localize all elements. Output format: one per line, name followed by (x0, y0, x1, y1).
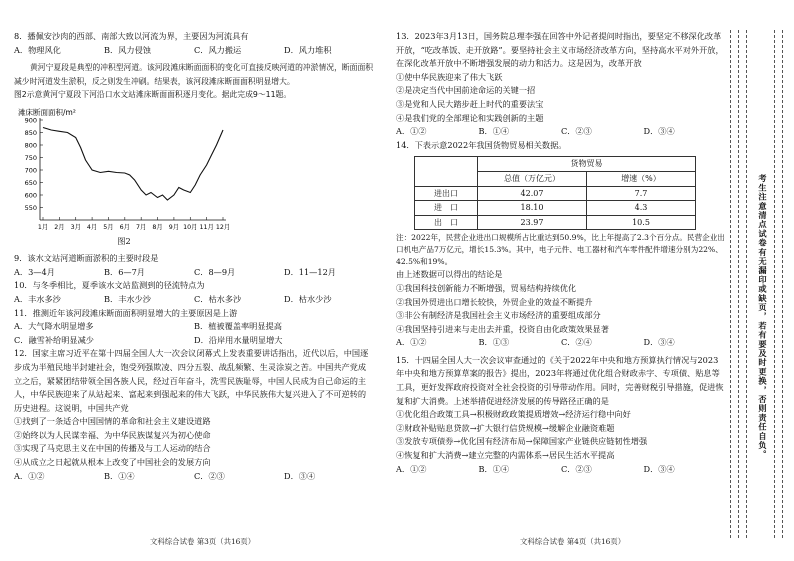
x-tick-label: 9月 (168, 223, 180, 231)
table-group-header: 货物贸易 (478, 157, 696, 172)
q8-option-d: D．风力堆积 (284, 44, 332, 55)
q8-option-a: A．物理风化 (14, 44, 61, 55)
table-cell: 出 口 (415, 215, 478, 230)
table-col-header: 总值（万亿元） (478, 171, 587, 186)
q10-options (14, 293, 374, 307)
x-tick-label: 7月 (136, 223, 147, 231)
table-cell: 进出口 (415, 186, 478, 201)
q12-item-2: ②始终以为人民谋幸福、为中华民族谋复兴为初心使命 (14, 429, 211, 440)
q11-option-c: C．融雪补给明显减少 (14, 334, 94, 345)
q12-item-3: ③实现了马克思主义在中国的传播及与工人运动的结合 (14, 443, 211, 454)
q13-item-1: ①使中华民族迎来了伟大飞跃 (396, 71, 503, 82)
q14-item-4: ④我国坚持引进来与走出去并重，投资自由化政策效果显著 (396, 323, 609, 334)
q14-item-3: ③非公有制经济是我国社会主义市场经济的重要组成部分 (396, 310, 601, 321)
trade-table (414, 156, 696, 230)
q10-option-c: C．枯水多沙 (194, 293, 242, 304)
figure-2-chart (14, 106, 234, 234)
table-row (415, 215, 696, 230)
q12-item-4: ④从成立之日起就从根本上改变了中国社会的发展方向 (14, 457, 211, 468)
y-tick-label: 750 (24, 153, 37, 162)
table-corner-cell (415, 157, 478, 186)
q12-option-a: A．①② (14, 470, 45, 481)
q15-option-d: D．③④ (643, 463, 675, 474)
q9-option-a: A．3—4月 (14, 266, 55, 277)
y-tick-label: 900 (24, 116, 37, 125)
dashed-line (746, 30, 747, 538)
q9-option-b: B．6—7月 (104, 266, 145, 277)
q13-item-2: ②是决定当代中国前途命运的关键一招 (396, 85, 536, 96)
x-tick-label: 1月 (37, 223, 49, 231)
table-cell: 7.7 (587, 186, 696, 201)
q15-item-1: ①优化组合政策工具→积极财政政策提质增效→经济运行稳中向好 (396, 409, 631, 420)
q8-options (14, 44, 374, 58)
q11-option-a: A．大气降水明显增多 (14, 321, 94, 332)
q11-option-d: D．沿岸用水量明显增大 (194, 334, 283, 345)
x-tick-label: 3月 (70, 223, 81, 231)
q14-option-c: C．②④ (561, 337, 592, 348)
q12-stem: 12．国家主席习近平在第十四届全国人大一次会议闭幕式上发表重要讲话指出，近代以后，中国逐步成为半殖民地半封建社会，饱受列强欺凌、四分五裂、战乱频繁、生灵涂炭之苦。中国共产党成立之后，紧紧团结带领全国各族人民，经过百年奋斗，洗雪民族耻辱，中国人民成为自己命运的主人，中华民族迎来了从站起来、富起来到强起来的伟大飞跃，中华民族伟大复兴进入了不可逆转的历史进程。这说明，中国共产党 (14, 348, 369, 413)
q11-options (14, 320, 374, 347)
q14-option-a: A．①② (396, 337, 427, 348)
table-col-header: 增速（%） (587, 171, 696, 186)
q12-options (14, 470, 374, 484)
chart-title: 滩床断面面积/m² (18, 107, 76, 117)
chart-plot-area (25, 116, 231, 231)
table-cell: 10.5 (587, 215, 696, 230)
q8-stem: 8．播佩安沙肉的西部、南部大致以河流为界，主要因为河流具有 (14, 31, 249, 41)
warning-text: 考生注意清点试卷有无漏印或缺页，若有要及时更换，否则责任自负。 (758, 174, 768, 460)
q15-item-2: ②财政补贴贴息贷款→扩大银行信贷规模→缓解企业融资难题 (396, 422, 615, 433)
q15-option-a: A．①② (396, 463, 427, 474)
q12-option-c: C．②③ (194, 470, 225, 481)
table-cell: 23.97 (478, 215, 587, 230)
q14-lead: 由上述数据可以得出的结论是 (396, 269, 503, 280)
left-column (14, 30, 374, 483)
binding-margin (728, 30, 790, 538)
x-tick-label: 11月 (199, 223, 214, 231)
q10-option-d: D．枯水少沙 (284, 293, 332, 304)
x-tick-label: 2月 (54, 223, 65, 231)
series-line (43, 127, 223, 200)
x-tick-label: 8月 (152, 223, 163, 231)
q14-option-b: B．①③ (478, 337, 510, 348)
table-cell: 进 口 (415, 201, 478, 216)
q14-options (396, 336, 726, 350)
q15-item-4: ④恢复和扩大消费→建立完整的内需体系→居民生活水平提高 (396, 450, 615, 461)
q10-option-a: A．丰水多沙 (14, 293, 61, 304)
table-cell: 42.07 (478, 186, 587, 201)
y-tick-label: 550 (24, 203, 37, 212)
q14-stem: 14．下表示意2022年我国货物贸易相关数据。 (396, 139, 567, 150)
passage-2: 图2示意黄河宁夏段下河沿口水文站滩床断面面积逐月变化。据此完成9～11题。 (14, 90, 292, 100)
y-tick-label: 700 (24, 166, 37, 175)
q15-option-b: B．①④ (478, 463, 510, 474)
q10-stem: 10．与冬季相比，夏季该水文站监测到的径流特点为 (14, 280, 205, 291)
q15-option-c: C．②③ (561, 463, 592, 474)
q13-stem: 13．2023年3月13日，国务院总理李强在回答中外记者提问时指出，要坚定不移深化改革开放，“吃改革饭、走开放路”。要坚持社会主义市场经济改革方向，坚持高水平对外开放，在深化改革开放中不断增强发展的动力和活力。这是因为，改革开放 (396, 31, 724, 69)
y-tick-label: 800 (24, 141, 37, 150)
figure-label: 图2 (117, 235, 131, 246)
dashed-line (774, 30, 775, 538)
q14-item-2: ②我国外贸进出口增长较快，外贸企业的效益不断提升 (396, 296, 593, 307)
q15-stem: 15．十四届全国人大一次会议审查通过的《关于2022年中央和地方预算执行情况与2023年中央和地方预算草案的报告》提出，2023年将通过优化组合财政赤字、专项债、贴息等工具，更好发挥政府投资对全社会投资的引导带动作用。同时，完善财税引导措施，促进恢复和扩大消费。上述举措促进经济发展的传导路径正确的是 (396, 354, 724, 406)
x-tick-label: 10月 (183, 223, 198, 231)
q13-option-d: D．③④ (643, 126, 675, 137)
q13-option-a: A．①② (396, 126, 427, 137)
table-header-row (415, 157, 696, 172)
left-footer: 文科综合试卷 第3页（共16页） (150, 537, 256, 546)
q12-option-d: D．③④ (284, 470, 316, 481)
q12-option-b: B．①④ (104, 470, 135, 481)
x-tick-label: 6月 (119, 223, 130, 231)
passage-1: 黄河宁夏段是典型的冲积型河道。该河段滩床断面面积的变化可直接反映河道的冲淤情况，断面面积减少时河道发生淤积，反之则发生冲刷。结果表，该河段滩床断面面积明显增大。 (14, 63, 374, 86)
q15-options (396, 463, 726, 477)
q14-option-d: D．③④ (643, 337, 675, 348)
dashed-line (782, 30, 783, 538)
q10-option-b: B．丰水少沙 (104, 293, 151, 304)
q13-item-3: ③是党和人民大踏步赶上时代的重要法宝 (396, 98, 544, 109)
q8-option-c: C．风力搬运 (194, 44, 242, 55)
q13-option-b: B．①④ (478, 126, 510, 137)
q13-option-c: C．②③ (561, 126, 592, 137)
x-tick-label: 4月 (86, 223, 98, 231)
table-row (415, 201, 696, 216)
q13-options (396, 125, 726, 139)
q15-item-3: ③发放专项债券→优化国有经济布局→保障国家产业链供应链韧性增强 (396, 436, 648, 447)
q11-option-b: B．植被覆盖率明显提高 (194, 321, 282, 332)
x-tick-label: 12月 (215, 223, 231, 231)
right-footer: 文科综合试卷 第4页（共16页） (520, 537, 626, 546)
q11-stem: 11．推测近年该河段滩床断面面积明显增大的主要原因是上游 (14, 307, 238, 318)
q8-option-b: B．风力侵蚀 (104, 44, 151, 55)
dashed-line (730, 30, 731, 538)
y-tick-label: 600 (24, 191, 37, 200)
right-column (396, 30, 726, 476)
y-tick-label: 850 (24, 128, 37, 137)
q9-option-c: C．8—9月 (194, 266, 236, 277)
q9-options (14, 266, 374, 280)
x-tick-label: 5月 (103, 223, 114, 231)
q9-stem: 9．该水文站河道断面淤积的主要时段是 (14, 253, 159, 264)
q9-option-d: D．11—12月 (284, 266, 336, 277)
q14-item-1: ①我国科技创新能力不断增强，贸易结构持续优化 (396, 282, 577, 293)
q13-item-4: ④是我们党的全部理论和实践创新的主题 (396, 112, 544, 123)
table-cell: 18.10 (478, 201, 587, 216)
dashed-line (738, 30, 739, 538)
q12-item-1: ①找到了一条适合中国国情的革命和社会主义建设道路 (14, 416, 211, 427)
y-tick-label: 650 (24, 178, 37, 187)
table-cell: 4.3 (587, 201, 696, 216)
q14-note: 注：2022年，民营企业进出口规模所占比重达到50.9%，比上年提高了2.3个百分点。民营企业出口机电产品7万亿元，增长15.3%。其中，电子元件、电工器材和汽车零件配件增速分别为22%、42.5%和19%。 (396, 233, 725, 267)
table-row (415, 186, 696, 201)
